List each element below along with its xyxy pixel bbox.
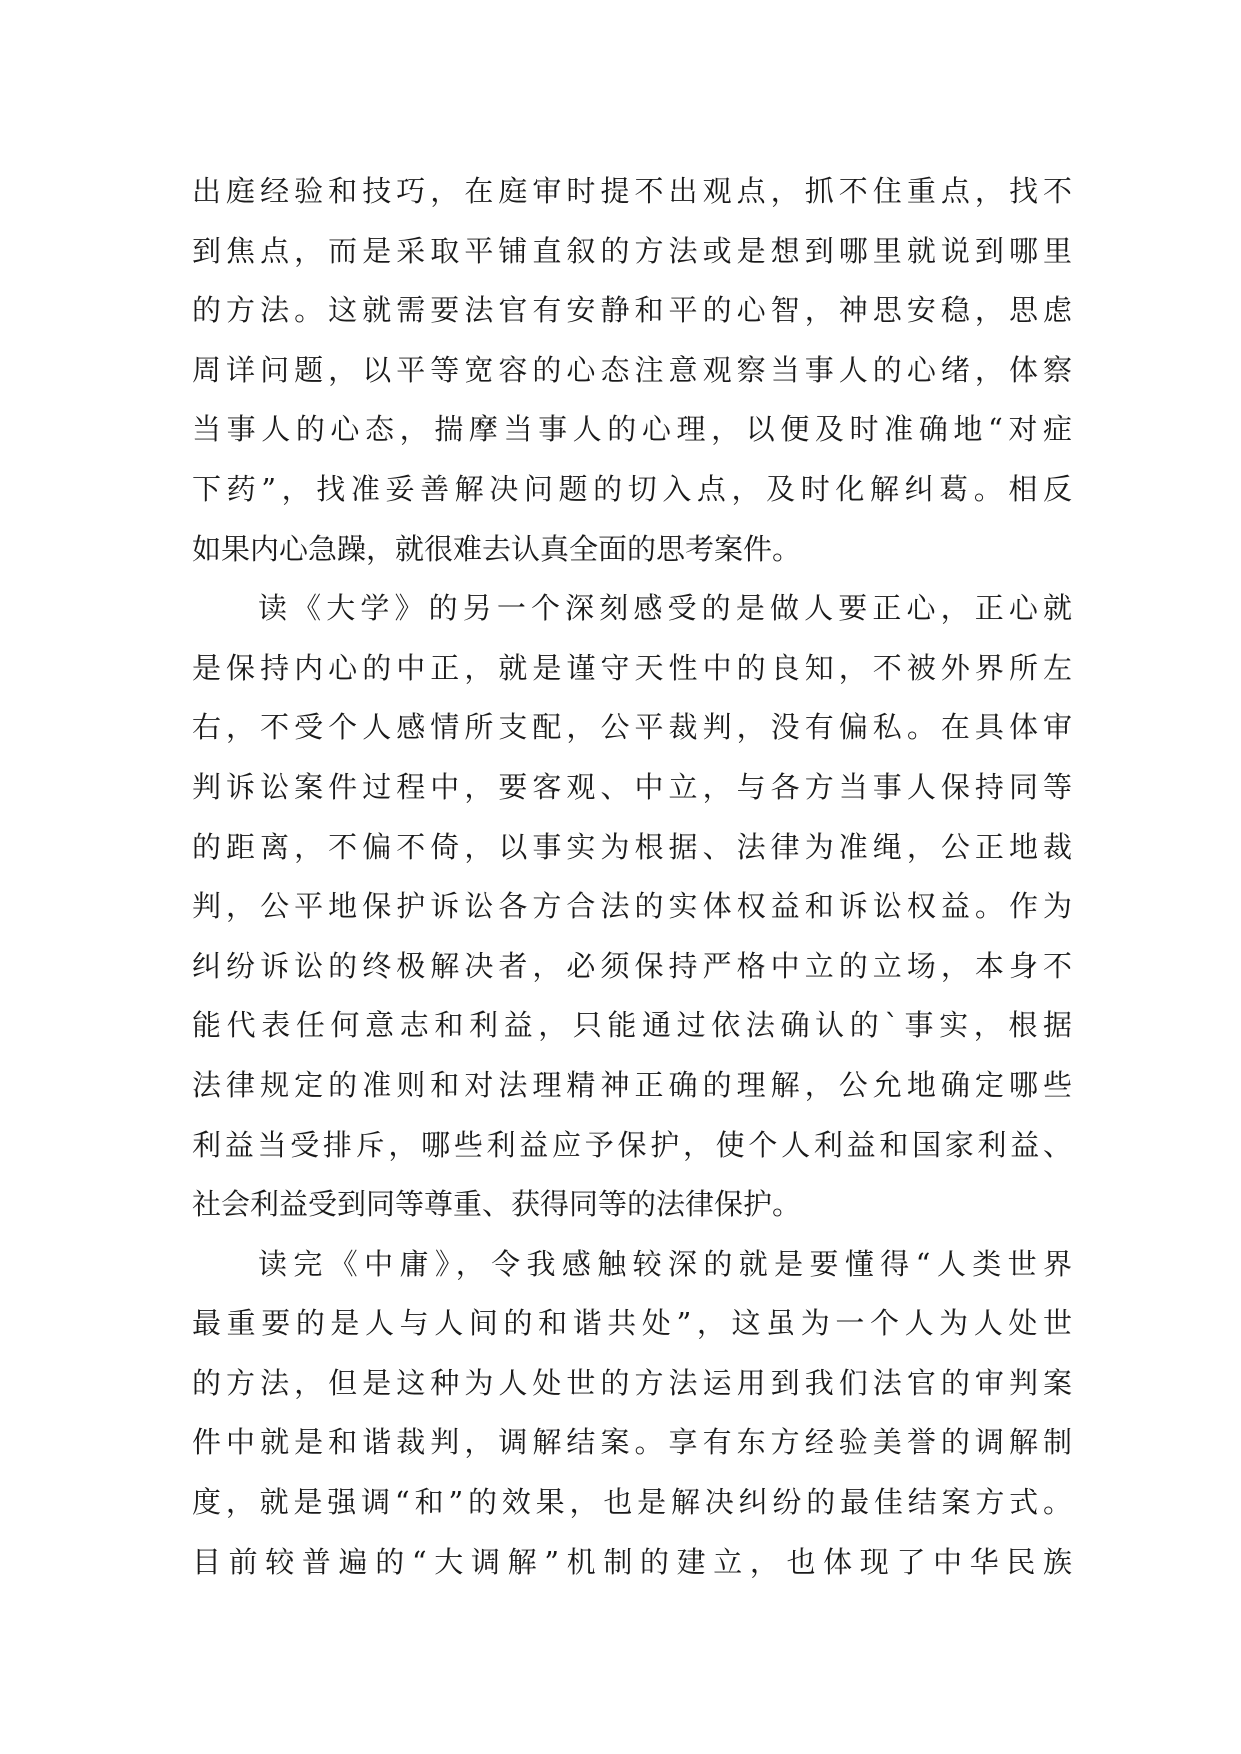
- text-line: 出庭经验和技巧，在庭审时提不出观点，抓不住重点，找不: [192, 174, 1072, 208]
- text-line: 目前较普遍的“大调解”机制的建立，也体现了中华民族: [192, 1544, 1072, 1579]
- text-line: 下药”，找准妥善解决问题的切入点，及时化解纠葛。相反: [192, 471, 1072, 506]
- text-line: 周详问题，以平等宽容的心态注意观察当事人的心绪，体察: [192, 352, 1072, 387]
- text-line: 是保持内心的中正，就是谨守天性中的良知，不被外界所左: [192, 650, 1072, 685]
- paragraph-continued: [192, 162, 1072, 579]
- text-line: 的方法。这就需要法官有安静和平的心智，神思安稳，思虑: [192, 293, 1072, 328]
- text-line: 纠纷诉讼的终极解决者，必须保持严格中立的立场，本身不: [192, 948, 1072, 983]
- text-line: 右，不受个人感情所支配，公平裁判，没有偏私。在具体审: [192, 710, 1072, 745]
- text-line: 度，就是强调“和”的效果，也是解决纠纷的最佳结案方式。: [192, 1485, 1072, 1520]
- text-line: 最重要的是人与人间的和谐共处”，这虽为一个人为人处世: [192, 1306, 1072, 1341]
- text-line: 件中就是和谐裁判，调解结案。享有东方经验美誉的调解制: [192, 1425, 1072, 1460]
- text-line: 的方法，但是这种为人处世的方法运用到我们法官的审判案: [192, 1365, 1072, 1400]
- document-body: [192, 162, 1072, 1592]
- text-line: 到焦点，而是采取平铺直叙的方法或是想到哪里就说到哪里: [192, 233, 1072, 268]
- text-line: 如果内心急躁，就很难去认真全面的思考案件。: [192, 531, 802, 566]
- text-line: 法律规定的准则和对法理精神正确的理解，公允地确定哪些: [192, 1067, 1072, 1102]
- text-line: 能代表任何意志和利益，只能通过依法确认的`事实，根据: [192, 1008, 1072, 1043]
- text-line: 社会利益受到同等尊重、获得同等的法律保护。: [192, 1187, 802, 1222]
- paragraph-zhongyong: [192, 1235, 1072, 1593]
- paragraph-daxue: [192, 579, 1072, 1235]
- text-line: 读《大学》的另一个深刻感受的是做人要正心，正心就: [258, 591, 1072, 626]
- text-line: 判诉讼案件过程中，要客观、中立，与各方当事人保持同等: [192, 769, 1072, 804]
- text-line: 读完《中庸》，令我感触较深的就是要懂得“人类世界: [258, 1246, 1072, 1281]
- text-line: 判，公平地保护诉讼各方合法的实体权益和诉讼权益。作为: [192, 889, 1072, 924]
- text-line: 当事人的心态，揣摩当事人的心理，以便及时准确地“对症: [192, 412, 1072, 447]
- text-line: 的距离，不偏不倚，以事实为根据、法律为准绳，公正地裁: [192, 829, 1072, 864]
- text-line: 利益当受排斥，哪些利益应予保护，使个人利益和国家利益、: [192, 1127, 1072, 1162]
